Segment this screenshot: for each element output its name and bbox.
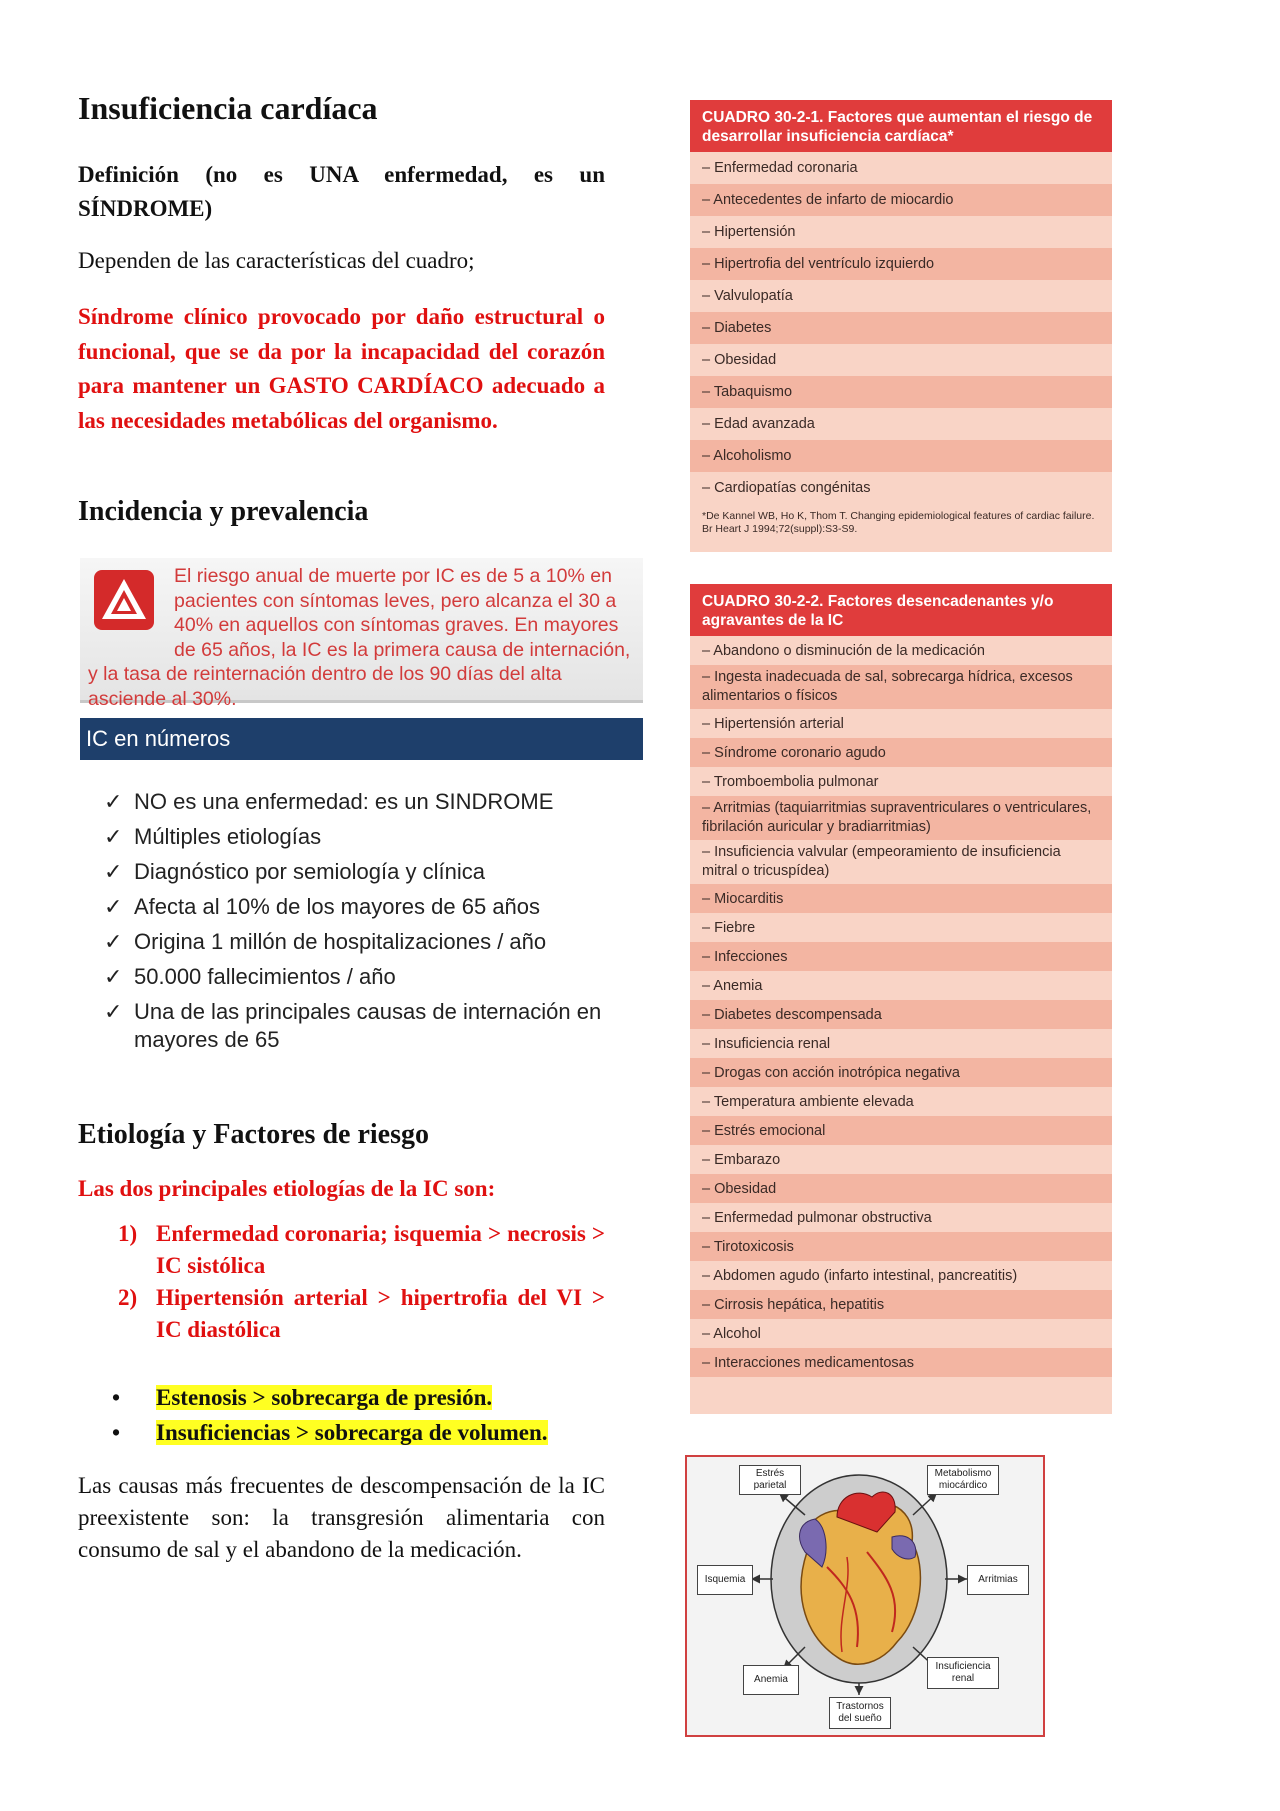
ic-numbers-banner: IC en números — [80, 718, 643, 760]
table-row: – Infecciones — [690, 942, 1112, 971]
table-row: – Insuficiencia valvular (empeoramiento de insuficiencia mitral o tricuspídea) — [702, 844, 1061, 879]
ic-numbers-checklist — [104, 788, 644, 1061]
alert-text: El riesgo anual de muerte por IC es de 5 a 10% en pacientes con síntomas leves, pero alcanza el 30 a 40% en aquellos con síntomas graves. En mayores de 65 años, la IC es la primera causa de internación, y la tasa de reinternación dentro de los 90 días del alta asciende al 30%. — [88, 565, 631, 710]
bullet-icon: • — [112, 1385, 121, 1410]
table-row: – Enfermedad coronaria — [702, 160, 858, 176]
table-row: – Obesidad — [702, 352, 777, 368]
list-item: 2) Hipertensión arterial > hipertrofia del VI > IC diastólica — [118, 1285, 605, 1342]
heart-failure-diagram — [685, 1455, 1045, 1737]
list-item: ✓ Una de las principales causas de internación en mayores de 65 — [104, 999, 602, 1052]
table-row: – Abdomen agudo (infarto intestinal, pancreatitis) — [702, 1267, 1018, 1284]
page-title: Insuficiencia cardíaca — [78, 90, 378, 126]
list-item: ✓ Afecta al 10% de los mayores de 65 años — [104, 894, 541, 919]
list-item: ✓ Origina 1 millón de hospitalizaciones / año — [104, 929, 547, 954]
highlight-bullets — [112, 1380, 548, 1450]
label-arritmias: Arritmias — [967, 1565, 1029, 1595]
table-row: – Cirrosis hepática, hepatitis — [690, 1290, 1112, 1319]
definition-heading: Definición (no es UNA enfermedad, es un SÍNDROME) — [78, 162, 605, 221]
table-row: – Diabetes descompensada — [690, 1000, 1112, 1029]
depend-text: Dependen de las características del cuadro; — [78, 248, 475, 273]
check-icon: ✓ — [104, 964, 123, 989]
check-icon: ✓ — [104, 859, 123, 884]
table-footnote: *De Kannel WB, Ho K, Thom T. Changing epidemiological features of cardiac failure. Br Heart J 1994;72(suppl):S3-S9. — [702, 510, 1095, 535]
table-row: – Abandono o disminución de la medicación — [702, 642, 985, 659]
table-row: – Antecedentes de infarto de miocardio — [690, 184, 1112, 216]
table-row: – Hipertensión arterial — [702, 715, 844, 732]
table-row: – Tirotoxicosis — [690, 1232, 1112, 1261]
table-title: CUADRO 30-2-1. Factores que aumentan el riesgo de desarrollar insuficiencia cardíaca* — [690, 100, 1112, 152]
alert-box — [80, 558, 643, 710]
table-title: CUADRO 30-2-2. Factores desencadenantes y/o agravantes de la IC — [690, 584, 1112, 636]
label-estres-parietal: Estrés parietal — [739, 1465, 801, 1495]
label-isquemia: Isquemia — [697, 1565, 753, 1595]
list-item: ✓ 50.000 fallecimientos / año — [104, 964, 396, 989]
table-row: – Edad avanzada — [702, 416, 815, 432]
table-row: – Obesidad — [690, 1174, 1112, 1203]
list-item: ✓ Múltiples etiologías — [104, 824, 322, 849]
check-icon: ✓ — [104, 824, 123, 849]
incidence-heading: Incidencia y prevalencia — [78, 496, 369, 527]
table-row: – Interacciones medicamentosas — [690, 1348, 1112, 1377]
table-row: – Cardiopatías congénitas — [702, 480, 871, 496]
table-row: – Fiebre — [702, 919, 756, 936]
label-trastornos-sueno: Trastornos del sueño — [829, 1697, 891, 1729]
table-row: – Hipertensión — [702, 224, 796, 240]
table-row: – Valvulopatía — [702, 288, 793, 304]
list-item: • Estenosis > sobrecarga de presión. — [112, 1380, 548, 1415]
table-row: – Enfermedad pulmonar obstructiva — [702, 1209, 932, 1226]
causes-paragraph: Las causas más frecuentes de descompensación de la IC preexistente son: la transgresión alimentaria con consumo de sal y el abandono de la medicación. — [78, 1473, 605, 1562]
list-item: • Insuficiencias > sobrecarga de volumen. — [112, 1415, 548, 1450]
table-row: – Tromboembolia pulmonar — [702, 773, 879, 790]
label-metabolismo-miocardico: Metabolismo miocárdico — [927, 1465, 999, 1495]
table-row: – Temperatura ambiente elevada — [702, 1093, 914, 1110]
etiology-intro: Las dos principales etiologías de la IC son: — [78, 1176, 496, 1201]
table-row: – Drogas con acción inotrópica negativa — [690, 1058, 1112, 1087]
check-icon: ✓ — [104, 894, 123, 919]
list-item: 1) Enfermedad coronaria; isquemia > necrosis > IC sistólica — [118, 1221, 605, 1278]
list-item: ✓ Diagnóstico por semiología y clínica — [104, 859, 485, 884]
table-row: – Anemia — [702, 977, 763, 994]
label-insuficiencia-renal: Insuficiencia renal — [927, 1657, 999, 1689]
table-row: – Alcoholismo — [690, 440, 1112, 472]
triggering-factors-table — [690, 584, 1112, 1414]
table-row: – Estrés emocional — [690, 1116, 1112, 1145]
table-row: – Alcohol — [702, 1325, 761, 1342]
table-row: – Ingesta inadecuada de sal, sobrecarga hídrica, excesos alimentarios o físicos — [690, 665, 1112, 709]
bullet-icon: • — [112, 1420, 121, 1445]
list-item: ✓ NO es una enfermedad: es un SINDROME — [104, 789, 554, 814]
table-row: – Arritmias (taquiarritmias supraventriculares o ventriculares, fibrilación auricular y bradiarritmias) — [690, 796, 1112, 840]
table-row: – Síndrome coronario agudo — [690, 738, 1112, 767]
table-row: – Embarazo — [702, 1151, 781, 1168]
table-row: – Miocarditis — [690, 884, 1112, 913]
definition-red-text: Síndrome clínico provocado por daño estructural o funcional, que se da por la incapacidad del corazón para mantener un GASTO CARDÍACO adecuado a las necesidades metabólicas del organismo. — [78, 304, 605, 433]
check-icon: ✓ — [104, 929, 123, 954]
etiology-list — [118, 1218, 605, 1346]
check-icon: ✓ — [104, 999, 123, 1024]
risk-factors-table — [690, 100, 1112, 552]
table-row: – Insuficiencia renal — [702, 1035, 831, 1052]
table-row: – Tabaquismo — [690, 376, 1112, 408]
heart-illustration — [687, 1457, 1043, 1735]
table-row: – Diabetes — [690, 312, 1112, 344]
etiology-heading: Etiología y Factores de riesgo — [78, 1119, 429, 1150]
label-anemia: Anemia — [743, 1665, 799, 1695]
check-icon: ✓ — [104, 789, 123, 814]
table-row: – Hipertrofia del ventrículo izquierdo — [690, 248, 1112, 280]
